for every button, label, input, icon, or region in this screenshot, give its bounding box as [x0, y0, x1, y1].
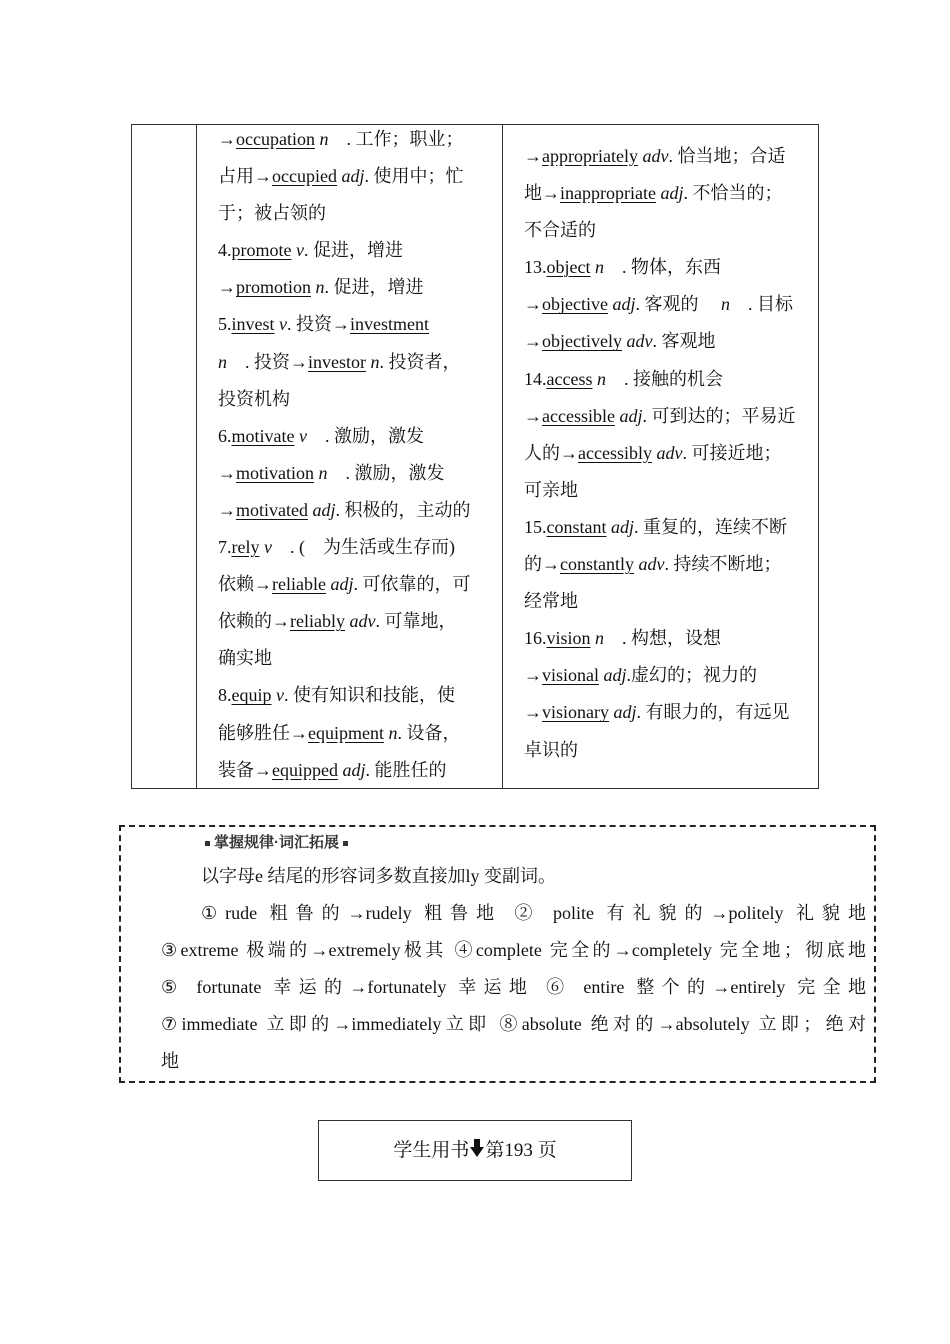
definition-text: 7. [218, 537, 232, 558]
definition-text: 16. [524, 628, 547, 649]
definition-text: 经常地 [524, 591, 578, 612]
vocab-word: access [546, 368, 593, 389]
tip-title-text: 掌握规律·词汇拓展 [214, 834, 339, 851]
definition-text: 13. [524, 257, 547, 278]
part-of-speech: v [279, 314, 287, 335]
definition-text: 依赖的→ [218, 611, 290, 632]
right-column-line [524, 435, 812, 472]
definition-text: 地→ [524, 183, 560, 204]
vocab-word: investment [350, 314, 429, 335]
part-of-speech: n [218, 351, 227, 372]
table-right-column [503, 125, 818, 788]
middle-column-line [218, 715, 490, 752]
part-of-speech: adv [349, 611, 376, 632]
vocab-word: vision [546, 628, 591, 649]
definition-text: . 持续不断地； [664, 554, 782, 575]
definition-text: → [524, 702, 542, 723]
right-column-line [524, 249, 812, 286]
definition-text: . 积极的，主动的 [335, 499, 471, 520]
part-of-speech: v [296, 240, 304, 261]
vocab-word: constantly [560, 554, 634, 575]
part-of-speech: adj [341, 166, 365, 187]
tip-title [201, 831, 352, 852]
table-blank-column [132, 125, 197, 788]
vocabulary-tip-box [119, 825, 876, 1083]
part-of-speech: n [318, 462, 328, 483]
right-column-line [524, 732, 812, 769]
definition-text: . 可靠地， [375, 611, 457, 632]
definition-text: .虚幻的；视力的 [626, 665, 758, 686]
definition-text: → [218, 277, 236, 298]
part-of-speech: adv [626, 331, 653, 352]
middle-column-line [218, 344, 490, 381]
definition-text: . 接触的机会 [605, 368, 723, 389]
middle-column-line [218, 455, 490, 492]
vocab-word: occupied [272, 166, 337, 187]
square-bullet-icon [343, 841, 348, 846]
vocab-word: occupation [236, 129, 315, 149]
definition-text: . 促进，增进 [304, 240, 403, 261]
part-of-speech: adj [312, 499, 336, 520]
vocab-word: reliable [272, 574, 326, 595]
right-column-line [524, 398, 812, 435]
tip-intro: 以字母e 结尾的形容词多数直接加ly 变副词。 [201, 866, 556, 886]
vocab-word: invest [231, 314, 275, 335]
definition-text: 于；被占领的 [218, 203, 326, 224]
tip-line-2: ③extreme 极端的→extremely极其 ④complete 完全的→completely 完全地；彻底地 [161, 940, 866, 960]
part-of-speech: v [276, 685, 284, 706]
definition-text: . 客观的 [635, 294, 721, 315]
vocab-word: motivation [236, 462, 314, 483]
right-column-line [524, 620, 812, 657]
table-middle-column [197, 125, 503, 788]
tip-line-1: ①rude 粗鲁的→rudely 粗鲁地 ② polite 有礼貌的→politely 礼貌地 [201, 903, 866, 923]
middle-column-line [218, 640, 490, 677]
vocabulary-table [131, 124, 819, 789]
square-bullet-icon [205, 841, 210, 846]
part-of-speech: n [388, 722, 398, 743]
middle-column-line [218, 418, 490, 455]
definition-text: . 投资者， [379, 351, 461, 372]
right-column-line [524, 583, 812, 620]
vocab-word: motivate [231, 425, 295, 446]
right-column-lines [524, 138, 812, 769]
definition-text: → [524, 146, 542, 166]
definition-text: 不合适的 [524, 220, 596, 241]
middle-column-line [218, 121, 490, 158]
page-reference-box [318, 1120, 632, 1181]
part-of-speech: v [263, 537, 272, 558]
right-column-line [524, 212, 812, 249]
definition-text: . 投资→ [287, 314, 350, 335]
definition-text: . 重复的，连续不断 [634, 516, 788, 537]
definition-text: 确实地 [218, 648, 272, 669]
vocab-word: accessible [542, 405, 615, 426]
definition-text: . 能胜任的 [365, 759, 447, 780]
definition-text: 4. [218, 240, 232, 261]
middle-column-line [218, 492, 490, 529]
definition-text: 可亲地 [524, 479, 578, 500]
definition-text: → [218, 462, 236, 483]
vocab-word: appropriately [542, 146, 638, 166]
definition-text: 5. [218, 314, 232, 335]
definition-text: . 投资→ [227, 351, 308, 372]
definition-text: . 不恰当的； [683, 183, 783, 204]
vocab-word: equip [231, 685, 272, 706]
part-of-speech: n [596, 368, 606, 389]
middle-column-line [218, 232, 490, 269]
definition-text: 装备→ [218, 759, 272, 780]
middle-column-line [218, 269, 490, 306]
vocab-word: rely [231, 537, 260, 558]
middle-column-line [218, 381, 490, 418]
definition-text: . 使用中；忙 [364, 166, 464, 187]
definition-text: . 激励，激发 [306, 425, 424, 446]
right-column-line [524, 323, 812, 360]
middle-column-line [218, 195, 490, 232]
definition-text: . 工作；职业； [328, 129, 464, 149]
definition-text: → [218, 499, 236, 520]
tip-line-3: ⑤ fortunate 幸运的→fortunately 幸运地 ⑥ entire 整个的→entirely 完全地 [161, 977, 866, 997]
vocab-word: investor [308, 351, 366, 372]
tip-line-5: 地 [161, 1051, 179, 1071]
definition-text: . 促进，增进 [324, 277, 424, 298]
definition-text: → [524, 294, 542, 315]
definition-text: . 构想，设想 [604, 628, 722, 649]
definition-text: 投资机构 [218, 388, 290, 409]
definition-text: 的→ [524, 554, 560, 575]
definition-text: . 客观地 [652, 331, 716, 352]
page-reference-suffix: 第193 页 [485, 1140, 557, 1161]
part-of-speech: adj [612, 294, 636, 315]
vocab-word: objectively [542, 331, 622, 352]
vocab-word: promotion [236, 277, 311, 298]
part-of-speech: adv [638, 554, 665, 575]
definition-text: . 可到达的；平易近 [642, 405, 796, 426]
definition-text: . 物体，东西 [603, 257, 721, 278]
definition-text: . 使有知识和技能，使 [284, 685, 455, 706]
right-column-line [524, 175, 812, 212]
vocab-word: reliably [290, 611, 345, 632]
definition-text: 8. [218, 685, 232, 706]
definition-text: . 可依靠的，可 [353, 574, 471, 595]
definition-text: 卓识的 [524, 739, 578, 760]
page-reference-prefix: 学生用书 [393, 1140, 470, 1161]
right-column-line [524, 657, 812, 694]
definition-text: . 设备， [397, 722, 461, 743]
part-of-speech: adj [660, 183, 684, 204]
right-column-line [524, 138, 812, 175]
vocab-word: equipment [308, 722, 384, 743]
part-of-speech: n [594, 257, 604, 278]
part-of-speech: n [370, 351, 380, 372]
right-column-line [524, 694, 812, 731]
right-column-line [524, 361, 812, 398]
vocab-word: object [546, 257, 591, 278]
definition-text: . 目标 [730, 294, 793, 315]
part-of-speech: v [298, 425, 307, 446]
definition-text: 人的→ [524, 442, 578, 463]
middle-column-line [218, 603, 490, 640]
middle-column-line [218, 752, 490, 789]
part-of-speech: adj [619, 405, 643, 426]
part-of-speech: n [319, 129, 329, 149]
part-of-speech: adj [330, 574, 354, 595]
part-of-speech: n [595, 628, 605, 649]
part-of-speech: n [315, 277, 325, 298]
vocab-word: promote [231, 240, 292, 261]
part-of-speech: adj [613, 702, 637, 723]
tip-line-4: ⑦immediate 立即的→immediately立即 ⑧absolute 绝对的→absolutely 立即；绝对 [161, 1014, 866, 1034]
definition-text: . 可接近地； [682, 442, 782, 463]
definition-text: 14. [524, 368, 547, 389]
part-of-speech: n [721, 294, 730, 315]
part-of-speech: adv [642, 146, 669, 166]
definition-text: 15. [524, 516, 547, 537]
right-column-line [524, 286, 812, 323]
right-column-line [524, 546, 812, 583]
vocab-word: motivated [236, 499, 308, 520]
right-column-line [524, 472, 812, 509]
vocab-word: inappropriate [560, 183, 656, 204]
part-of-speech: adv [656, 442, 683, 463]
middle-column-lines [218, 121, 490, 789]
definition-text: . 有眼力的，有远见 [636, 702, 790, 723]
right-column-line [524, 509, 812, 546]
vocab-word: visional [542, 665, 599, 686]
vocab-word: visionary [542, 702, 609, 723]
definition-text: → [524, 405, 542, 426]
middle-column-line [218, 158, 490, 195]
down-arrow-icon [470, 1122, 484, 1181]
part-of-speech: adj [342, 759, 366, 780]
middle-column-line [218, 677, 490, 714]
definition-text: 依赖→ [218, 574, 272, 595]
middle-column-line [218, 306, 490, 343]
definition-text: → [524, 665, 542, 686]
definition-text: → [218, 129, 236, 149]
definition-text: 能够胜任→ [218, 722, 308, 743]
vocab-word: objective [542, 294, 608, 315]
definition-text: . 恰当地；合适 [668, 146, 786, 166]
definition-text: → [524, 331, 542, 352]
part-of-speech: adj [611, 516, 635, 537]
middle-column-line [218, 529, 490, 566]
vocab-word: equipped [272, 759, 338, 780]
part-of-speech: adj [603, 665, 627, 686]
definition-text: . ( 为生活或生存而) [271, 537, 455, 558]
vocab-word: constant [546, 516, 607, 537]
vocab-word: accessibly [578, 442, 652, 463]
definition-text: 占用→ [218, 166, 272, 187]
middle-column-line [218, 566, 490, 603]
definition-text: . 激励，激发 [327, 462, 445, 483]
definition-text: 6. [218, 425, 232, 446]
